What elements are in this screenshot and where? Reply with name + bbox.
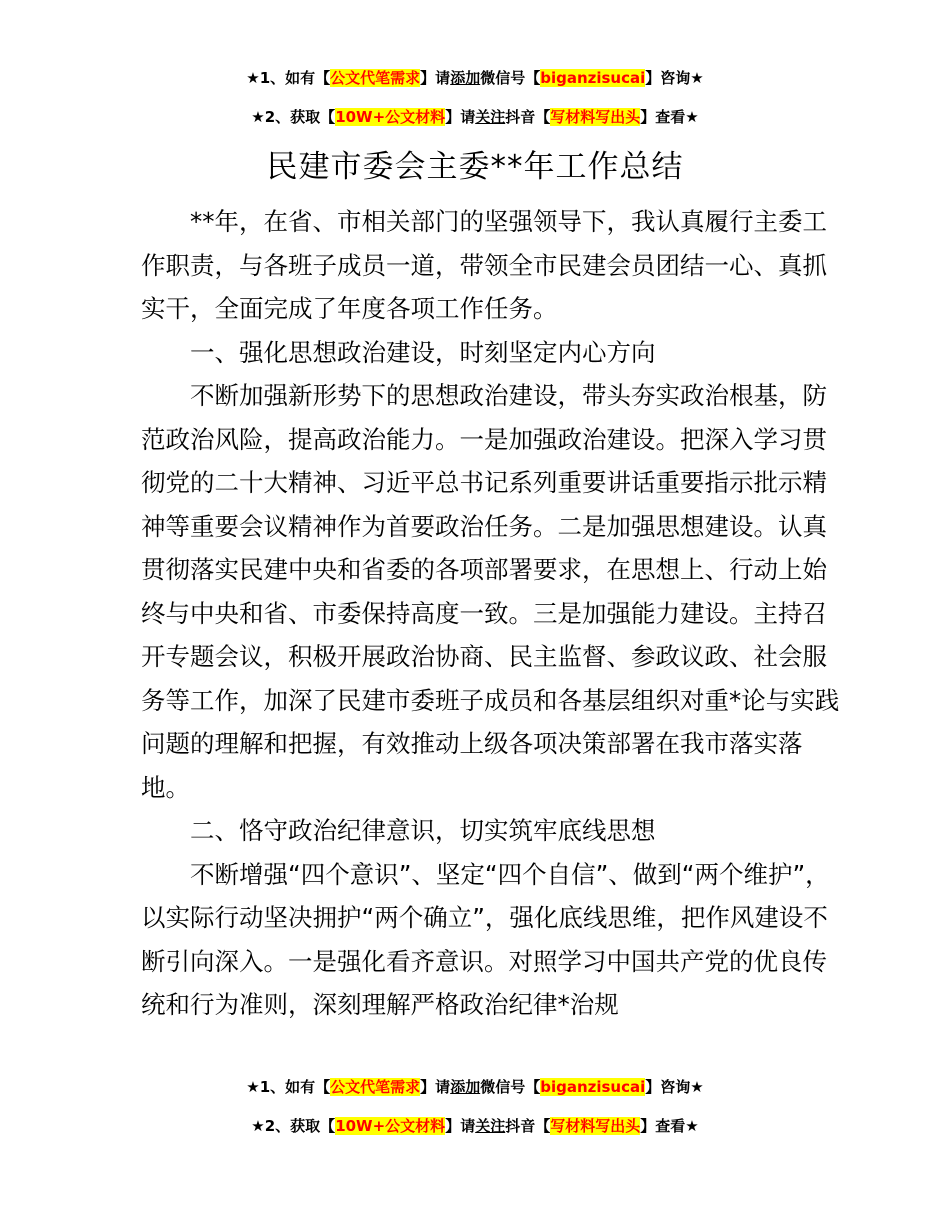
paragraph-section-1: 不断加强新形势下的思想政治建设，带头夯实政治根基，防范政治风险，提高政治能力。一是加强政治建设。把深入学习贯彻党的二十大精神、习近平总书记系列重要讲话重要指示批示精神等重要会议精神作为首要政治任务。二是加强思想建设。认真贯彻落实民建中央和省委的各项部署要求，在思想上、行动上始终与中央和省、市委保持高度一致。三是加强能力建设。主持召开专题会议，积极开展政治协商、民主监督、参政议政、社会服务等工作，加深了民建市委班子成员和各基层组织对重*论与实践问题的理解和把握，有效推动上级各项决策部署在我市落实落地。 [141,381,840,802]
promo-text: ★1、如有【 [246,1078,331,1096]
footer-promo-line-2 [0,1116,950,1136]
promo-text: 】请 [420,1078,451,1096]
promo-text: 】查看★ [640,108,699,126]
promo-text: 】查看★ [640,1117,699,1135]
header-promo-line-1 [0,68,950,88]
paragraph-intro: **年，在省、市相关部门的坚强领导下，我认真履行主委工作职责，与各班子成员一道，带领全市民建会员团结一心、真抓实干，全面完成了年度各项工作任务。 [141,207,827,323]
promo-highlight: 公文代笔需求 [330,1078,421,1096]
promo-text: 】请 [420,69,451,87]
promo-underlined: 关注 [475,1117,506,1135]
footer-promo-line-1 [0,1077,950,1097]
header-promo-line-2 [0,107,950,127]
promo-highlight: 10W+公文材料 [335,108,446,126]
promo-text: ★2、获取【 [251,108,336,126]
promo-highlight: 10W+公文材料 [335,1117,446,1135]
promo-text: 】请 [445,108,476,126]
promo-text: 微信号【 [480,69,541,87]
promo-douyin-id: 写材料写出头 [550,108,641,126]
promo-underlined: 添加 [450,1078,481,1096]
document-title: 民建市委会主委**年工作总结 [266,149,684,185]
promo-text: 微信号【 [480,1078,541,1096]
paragraph-section-2: 不断增强“四个意识”、坚定“四个自信”、做到“两个维护”，以实际行动坚决拥护“两个确立”，强化底线思维，把作风建设不断引向深入。一是强化看齐意识。对照学习中国共产党的优良传统和行为准则，深刻理解严格政治纪律*治规 [141,859,830,1019]
promo-text: ★1、如有【 [246,69,331,87]
promo-text: 抖音【 [505,108,551,126]
promo-text: ★2、获取【 [251,1117,336,1135]
promo-text: 】咨询★ [645,69,704,87]
section-heading-2: 二、恪守政治纪律意识，切实筑牢底线思想 [190,816,656,845]
promo-text: 抖音【 [505,1117,551,1135]
promo-highlight: 公文代笔需求 [330,69,421,87]
promo-text: 】咨询★ [645,1078,704,1096]
promo-underlined: 关注 [475,108,506,126]
promo-text: 】请 [445,1117,476,1135]
promo-douyin-id: 写材料写出头 [550,1117,641,1135]
section-heading-1: 一、强化思想政治建设，时刻坚定内心方向 [190,337,656,367]
document-body [141,200,841,1027]
promo-wechat-id: biganzisucai [540,69,646,87]
promo-underlined: 添加 [450,69,481,87]
promo-wechat-id: biganzisucai [540,1078,646,1096]
